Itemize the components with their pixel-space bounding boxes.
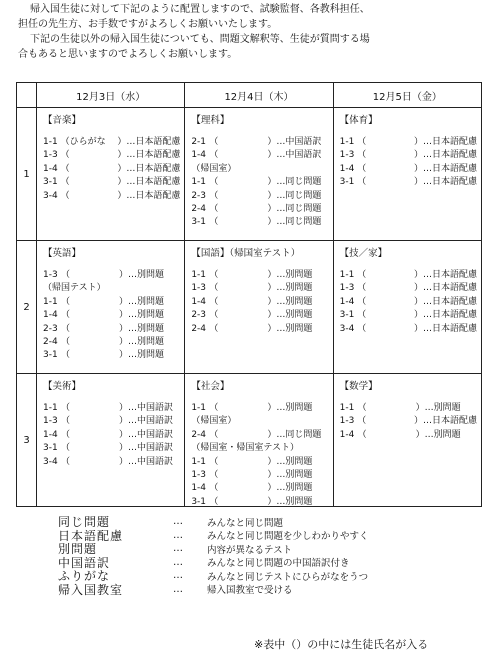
legend-description: みんなと同じ問題を少しわかりやすく bbox=[207, 531, 369, 543]
student-name: （ bbox=[357, 403, 367, 413]
student-name: （ bbox=[357, 416, 367, 427]
class-number: 2-4 bbox=[43, 337, 58, 348]
period-row bbox=[17, 374, 482, 507]
legend-item bbox=[58, 583, 458, 597]
student-name: （ bbox=[209, 456, 219, 467]
exam-type: ）…日本語配慮 bbox=[117, 177, 181, 188]
class-number: 1-4 bbox=[191, 150, 207, 161]
class-number: 1-4 bbox=[191, 483, 207, 494]
room-note: （帰国テスト） bbox=[43, 283, 106, 294]
intro-line: 帰入国生徒に対して下記のように配置しますので、試験監督、各教科担任、 bbox=[30, 4, 370, 15]
class-number: 1-1 bbox=[191, 403, 207, 413]
class-number: 1-4 bbox=[43, 163, 58, 174]
exam-type: ）…日本語配慮 bbox=[117, 163, 181, 174]
exam-type: ）…別問題 bbox=[267, 496, 313, 507]
exam-type: ）…中国語訳 bbox=[119, 429, 174, 440]
subject-label: 【理科】 bbox=[191, 115, 230, 126]
exam-type: ）…別問題 bbox=[119, 270, 165, 280]
schedule-body bbox=[17, 108, 482, 507]
class-number: 1-3 bbox=[339, 416, 355, 427]
subject-label: 【社会】 bbox=[191, 381, 230, 392]
cell-content bbox=[185, 108, 332, 240]
schedule-cell bbox=[185, 374, 333, 507]
student-entry bbox=[340, 149, 477, 162]
student-name: （ bbox=[209, 137, 219, 147]
student-entry bbox=[340, 402, 477, 415]
student-name: （ bbox=[209, 310, 219, 321]
student-name: （ bbox=[357, 323, 367, 334]
exam-type: ）…日本語配慮 bbox=[117, 190, 181, 201]
exam-type: ）…別問題 bbox=[119, 350, 165, 361]
exam-type: ）…別問題 bbox=[267, 270, 313, 280]
class-number: 3-1 bbox=[191, 496, 207, 507]
student-entry bbox=[191, 269, 328, 282]
class-number: 3-1 bbox=[191, 217, 207, 228]
exam-type: ）…別問題 bbox=[267, 323, 313, 334]
legend-description: みんなと同じテストにひらがなをうつ bbox=[207, 571, 369, 583]
student-name: （ bbox=[357, 310, 367, 321]
intro-line: 下記の生徒以外の帰入国生徒についても、問題文解釈等、生徒が質問する場 bbox=[30, 34, 370, 45]
student-name: （ bbox=[61, 403, 71, 413]
subject-label: 【体育】 bbox=[339, 115, 378, 126]
student-entry bbox=[43, 323, 180, 336]
class-number: 1-3 bbox=[339, 283, 355, 294]
class-number: 3-1 bbox=[43, 350, 58, 361]
cell-content bbox=[334, 108, 481, 240]
exam-type: ）…同じ問題 bbox=[267, 177, 322, 188]
student-name: （ bbox=[61, 416, 71, 427]
student-entry bbox=[191, 496, 328, 509]
legend-description: みんなと同じ問題の中国語訳付き bbox=[207, 558, 350, 570]
exam-type: ）…別問題 bbox=[415, 403, 461, 413]
student-entry bbox=[191, 282, 328, 295]
legend-term: 別問題 bbox=[58, 542, 98, 557]
student-entry bbox=[43, 309, 180, 322]
class-number: 1-4 bbox=[339, 296, 355, 307]
student-name: （ bbox=[61, 350, 71, 361]
student-name: （ bbox=[357, 283, 367, 294]
student-entry bbox=[43, 442, 180, 455]
schedule-cell bbox=[185, 241, 333, 374]
student-name: （ bbox=[61, 443, 71, 454]
exam-type: ）…日本語配慮 bbox=[413, 137, 477, 147]
class-number: 3-1 bbox=[339, 310, 355, 321]
class-number: 2-3 bbox=[191, 310, 207, 321]
student-name: （ bbox=[209, 150, 219, 161]
student-entry bbox=[43, 269, 180, 282]
legend-dots: … bbox=[173, 583, 183, 595]
class-number: 3-4 bbox=[43, 190, 58, 201]
student-entry bbox=[43, 163, 180, 176]
legend-dots: … bbox=[173, 529, 183, 541]
student-entry bbox=[340, 296, 477, 309]
intro-paragraph bbox=[18, 2, 480, 62]
class-number: 1-1 bbox=[191, 456, 207, 467]
student-entry bbox=[191, 176, 328, 189]
student-name: （ bbox=[357, 429, 367, 440]
student-entry bbox=[191, 323, 328, 336]
student-name: （ bbox=[357, 296, 367, 307]
class-number: 1-1 bbox=[43, 403, 58, 413]
exam-type: ）…別問題 bbox=[267, 310, 313, 321]
student-name: （ bbox=[209, 429, 219, 440]
class-number: 2-3 bbox=[191, 190, 207, 201]
student-entry bbox=[191, 429, 328, 442]
schedule-cell bbox=[37, 374, 185, 507]
student-name: （ bbox=[357, 150, 367, 161]
legend bbox=[58, 515, 458, 596]
student-name: （ bbox=[61, 270, 71, 280]
class-number: 1-1 bbox=[191, 177, 207, 188]
legend-term: 帰入国教室 bbox=[58, 582, 124, 597]
student-name: （ bbox=[357, 177, 367, 188]
student-name: （ bbox=[209, 270, 219, 280]
class-number: 3-1 bbox=[43, 177, 58, 188]
class-number: 1-4 bbox=[339, 163, 355, 174]
class-number: 3-4 bbox=[43, 456, 58, 467]
exam-schedule-table bbox=[16, 82, 482, 507]
student-entry bbox=[43, 176, 180, 189]
class-number: 3-1 bbox=[43, 443, 58, 454]
period-row bbox=[17, 108, 482, 241]
student-name: （ bbox=[209, 323, 219, 334]
exam-type: ）…別問題 bbox=[119, 337, 165, 348]
exam-type: ）…同じ問題 bbox=[267, 204, 322, 215]
cell-content bbox=[334, 241, 481, 373]
student-entry bbox=[340, 429, 477, 442]
student-name: （ bbox=[357, 137, 367, 147]
legend-term: ふりがな bbox=[58, 569, 111, 584]
class-number: 1-1 bbox=[191, 270, 207, 280]
exam-type: ）…日本語配慮 bbox=[413, 416, 477, 427]
schedule-header-row bbox=[17, 83, 482, 108]
student-name: （ bbox=[209, 190, 219, 201]
student-name: （ bbox=[357, 163, 367, 174]
subject-label: 【技／家】 bbox=[339, 248, 388, 259]
student-entry bbox=[340, 282, 477, 295]
class-number: 1-3 bbox=[43, 270, 58, 280]
cell-content bbox=[334, 374, 481, 506]
day-header: 12月5日（金） bbox=[333, 83, 481, 108]
student-entry bbox=[191, 482, 328, 495]
class-number: 1-4 bbox=[43, 310, 58, 321]
class-number: 1-3 bbox=[191, 470, 207, 481]
cell-content bbox=[185, 374, 332, 506]
student-entry bbox=[191, 402, 328, 415]
schedule-cell bbox=[333, 241, 481, 374]
intro-line: 合もあると思いますのでよろしくお願いします。 bbox=[18, 49, 238, 60]
room-note: （帰国室・帰国室テスト） bbox=[191, 443, 299, 454]
student-name: （ bbox=[60, 190, 70, 201]
student-name: （ bbox=[209, 217, 219, 228]
class-number: 1-1 bbox=[339, 137, 355, 147]
exam-type: ）…別問題 bbox=[267, 283, 313, 294]
student-name: （ bbox=[60, 177, 70, 188]
class-number: 2-1 bbox=[191, 137, 207, 147]
schedule-cell bbox=[37, 108, 185, 241]
student-entry bbox=[340, 163, 477, 176]
exam-type: ）…中国語訳 bbox=[119, 456, 174, 467]
footnote: ※表中（）の中には生徒氏名が入る bbox=[254, 638, 429, 651]
student-entry bbox=[340, 309, 477, 322]
class-number: 3-1 bbox=[339, 177, 355, 188]
student-name: （ bbox=[209, 496, 219, 507]
student-entry bbox=[191, 309, 328, 322]
period-row bbox=[17, 241, 482, 374]
legend-description: みんなと同じ問題 bbox=[207, 517, 284, 529]
cell-content bbox=[185, 241, 332, 373]
student-name: （ bbox=[357, 270, 367, 280]
exam-type: ）…同じ問題 bbox=[267, 217, 322, 228]
student-entry bbox=[43, 349, 180, 362]
class-number: 2-4 bbox=[191, 204, 207, 215]
student-name: （ bbox=[61, 456, 71, 467]
exam-type: ）…別問題 bbox=[267, 483, 313, 494]
period-number: 2 bbox=[17, 241, 37, 374]
student-name: （ bbox=[209, 403, 219, 413]
exam-type: ）…日本語配慮 bbox=[413, 323, 477, 334]
day-header: 12月4日（木） bbox=[185, 83, 333, 108]
exam-type: ）…別問題 bbox=[267, 403, 313, 413]
cell-content bbox=[37, 241, 184, 373]
exam-type: ）…中国語訳 bbox=[267, 150, 322, 161]
class-number: 1-1 bbox=[339, 403, 355, 413]
exam-type: ）…同じ問題 bbox=[267, 429, 322, 440]
exam-type: ）…別問題 bbox=[119, 310, 165, 321]
student-entry bbox=[340, 323, 477, 336]
cell-content bbox=[37, 374, 184, 506]
legend-description: 帰入国教室で受ける bbox=[207, 585, 293, 597]
period-header-blank bbox=[17, 83, 37, 108]
student-name: （ bbox=[60, 163, 70, 174]
period-number: 1 bbox=[17, 108, 37, 241]
student-entry bbox=[191, 456, 328, 469]
schedule-cell bbox=[333, 108, 481, 241]
class-number: 1-4 bbox=[191, 296, 207, 307]
student-entry bbox=[43, 136, 180, 149]
exam-type: ）…日本語配慮 bbox=[413, 310, 477, 321]
exam-type: ）…同じ問題 bbox=[267, 190, 322, 201]
student-name: （ bbox=[209, 470, 219, 481]
exam-type: ）…別問題 bbox=[415, 429, 461, 440]
student-entry bbox=[340, 269, 477, 282]
legend-term: 日本語配慮 bbox=[58, 528, 124, 543]
class-number: 1-1 bbox=[43, 137, 58, 147]
student-name: （ひらがな bbox=[60, 137, 106, 147]
student-entry bbox=[43, 415, 180, 428]
schedule-cell bbox=[333, 374, 481, 507]
room-note: （帰国室） bbox=[191, 416, 237, 427]
subject-label: 【数学】 bbox=[339, 381, 378, 392]
exam-type: ）…別問題 bbox=[267, 456, 313, 467]
class-number: 1-1 bbox=[339, 270, 355, 280]
legend-dots: … bbox=[173, 516, 183, 528]
student-entry bbox=[43, 456, 180, 469]
student-name: （ bbox=[60, 150, 70, 161]
exam-type: ）…中国語訳 bbox=[119, 443, 174, 454]
legend-dots: … bbox=[173, 570, 183, 582]
student-entry bbox=[191, 296, 328, 309]
class-number: 1-3 bbox=[339, 150, 355, 161]
exam-type: ）…日本語配慮 bbox=[413, 150, 477, 161]
legend-term: 同じ問題 bbox=[58, 515, 111, 530]
student-entry bbox=[191, 136, 328, 149]
student-entry bbox=[43, 190, 180, 203]
class-number: 1-1 bbox=[43, 296, 58, 307]
legend-term: 中国語訳 bbox=[58, 555, 111, 570]
class-number: 2-3 bbox=[43, 323, 58, 334]
schedule-cell bbox=[185, 108, 333, 241]
exam-type: ）…日本語配慮 bbox=[413, 270, 477, 280]
exam-type: ）…日本語配慮 bbox=[413, 177, 477, 188]
student-entry bbox=[191, 469, 328, 482]
student-entry bbox=[43, 336, 180, 349]
legend-dots: … bbox=[173, 556, 183, 568]
class-number: 1-4 bbox=[43, 429, 58, 440]
intro-line: 担任の先生方、お手数ですがよろしくお願いいたします。 bbox=[18, 19, 278, 30]
student-name: （ bbox=[61, 296, 71, 307]
student-name: （ bbox=[61, 337, 71, 348]
exam-type: ）…中国語訳 bbox=[267, 137, 322, 147]
student-name: （ bbox=[209, 177, 219, 188]
student-entry bbox=[191, 149, 328, 162]
subject-label: 【美術】 bbox=[43, 381, 82, 392]
exam-type: ）…中国語訳 bbox=[119, 403, 174, 413]
student-entry bbox=[340, 176, 477, 189]
exam-type: ）…別問題 bbox=[119, 323, 165, 334]
exam-type: ）…中国語訳 bbox=[119, 416, 174, 427]
student-name: （ bbox=[61, 310, 71, 321]
student-entry bbox=[191, 190, 328, 203]
class-number: 1-3 bbox=[191, 283, 207, 294]
student-entry bbox=[340, 415, 477, 428]
class-number: 1-3 bbox=[43, 416, 58, 427]
room-note: （帰国室） bbox=[191, 163, 237, 174]
student-entry bbox=[43, 429, 180, 442]
exam-type: ）…別問題 bbox=[119, 296, 165, 307]
exam-type: ）…日本語配慮 bbox=[117, 137, 181, 147]
subject-label: 【音楽】 bbox=[43, 115, 82, 126]
period-number: 3 bbox=[17, 374, 37, 507]
legend-dots: … bbox=[173, 543, 183, 555]
student-name: （ bbox=[209, 283, 219, 294]
student-entry bbox=[191, 203, 328, 216]
exam-type: ）…日本語配慮 bbox=[117, 150, 181, 161]
schedule-cell bbox=[37, 241, 185, 374]
student-entry bbox=[43, 149, 180, 162]
legend-description: 内容が異なるテスト bbox=[207, 544, 293, 556]
class-number: 1-4 bbox=[339, 429, 355, 440]
class-number: 2-4 bbox=[191, 429, 207, 440]
class-number: 3-4 bbox=[339, 323, 355, 334]
class-number: 1-3 bbox=[43, 150, 58, 161]
exam-type: ）…別問題 bbox=[267, 296, 313, 307]
subject-label: 【英語】 bbox=[43, 248, 82, 259]
student-entry bbox=[191, 216, 328, 229]
student-name: （ bbox=[61, 429, 71, 440]
class-number: 2-4 bbox=[191, 323, 207, 334]
student-name: （ bbox=[61, 323, 71, 334]
exam-type: ）…日本語配慮 bbox=[413, 163, 477, 174]
student-entry bbox=[340, 136, 477, 149]
student-entry bbox=[43, 296, 180, 309]
exam-type: ）…日本語配慮 bbox=[413, 283, 477, 294]
exam-type: ）…日本語配慮 bbox=[413, 296, 477, 307]
day-header: 12月3日（水） bbox=[37, 83, 185, 108]
exam-type: ）…別問題 bbox=[267, 470, 313, 481]
student-entry bbox=[43, 402, 180, 415]
student-name: （ bbox=[209, 204, 219, 215]
student-name: （ bbox=[209, 483, 219, 494]
subject-label: 【国語】（帰国室テスト） bbox=[191, 248, 301, 259]
student-name: （ bbox=[209, 296, 219, 307]
cell-content bbox=[37, 108, 184, 240]
